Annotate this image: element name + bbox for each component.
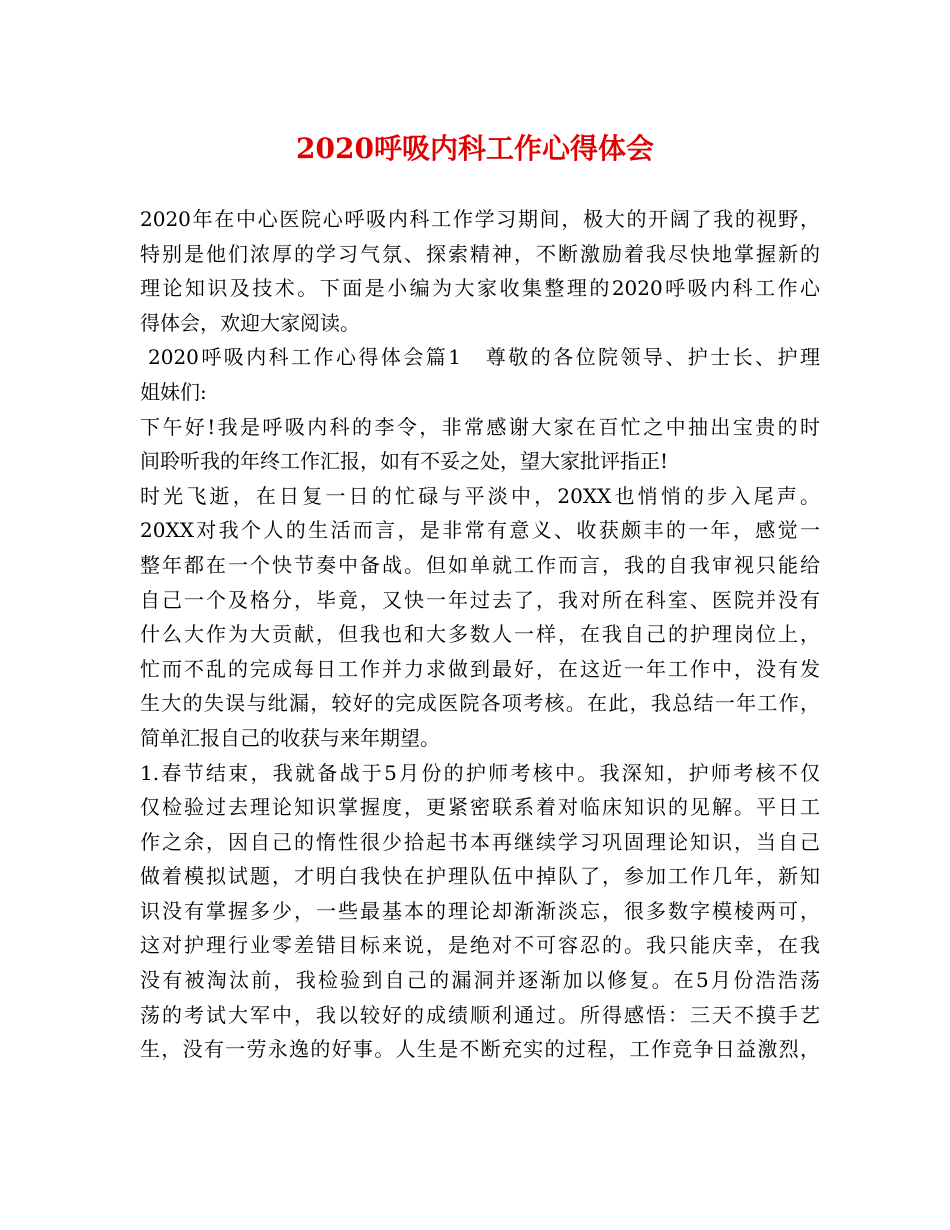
body-line: 生，没有一劳永逸的好事。人生是不断充实的过程，工作竞争日益激烈， [140,1037,820,1062]
body-line: 作之余，因自己的惰性很少拾起书本再继续学习巩固理论知识，当自己 [140,829,820,854]
body-line: 间聆听我的年终工作汇报，如有不妥之处，望大家批评指正! [140,449,669,474]
body-line: 生大的失误与纰漏，较好的完成医院各项考核。在此，我总结一年工作， [140,691,820,716]
document-body [140,202,820,1067]
body-line: 简单汇报自己的收获与来年期望。 [140,725,440,750]
body-line: 姐妹们: [140,379,207,404]
body-line: 下午好!我是呼吸内科的李令，非常感谢大家在百忙之中抽出宝贵的时 [140,414,820,439]
body-line: 整年都在一个快节奏中备战。但如单就工作而言，我的自我审视只能给 [140,552,820,577]
body-line: 2020呼吸内科工作心得体会篇1 尊敬的各位院领导、护士长、护理 [148,345,820,370]
body-line: 时光飞逝，在日复一日的忙碌与平淡中，20XX也悄悄的步入尾声。 [140,483,820,508]
body-line: 20XX对我个人的生活而言，是非常有意义、收获颇丰的一年，感觉一 [140,518,820,543]
body-line: 仅检验过去理论知识掌握度，更紧密联系着对临床知识的见解。平日工 [140,795,820,820]
body-line: 1.春节结束，我就备战于5月份的护师考核中。我深知，护师考核不仅 [140,760,820,785]
body-line: 自己一个及格分，毕竟，又快一年过去了，我对所在科室、医院并没有 [140,587,820,612]
body-line: 什么大作为大贡献，但我也和大多数人一样，在我自己的护理岗位上， [140,622,820,647]
body-line: 理论知识及技术。下面是小编为大家收集整理的2020呼吸内科工作心 [140,276,820,301]
document-title: 2020呼吸内科工作心得体会 [296,132,654,165]
body-line: 2020年在中心医院心呼吸内科工作学习期间，极大的开阔了我的视野， [140,207,820,231]
body-line: 没有被淘汰前，我检验到自己的漏洞并逐渐加以修复。在5月份浩浩荡 [140,968,820,993]
body-line: 特别是他们浓厚的学习气氛、探索精神，不断激励着我尽快地掌握新的 [140,241,820,266]
body-line: 荡的考试大军中，我以较好的成绩顺利通过。所得感悟：三天不摸手艺 [140,1002,820,1027]
body-line: 做着模拟试题，才明白我快在护理队伍中掉队了，参加工作几年，新知 [140,864,820,889]
body-line: 忙而不乱的完成每日工作并力求做到最好，在这近一年工作中，没有发 [140,656,820,681]
body-line: 这对护理行业零差错目标来说，是绝对不可容忍的。我只能庆幸，在我 [140,933,820,958]
body-line: 识没有掌握多少，一些最基本的理论却渐渐淡忘，很多数字模棱两可， [140,898,820,923]
body-line: 得体会，欢迎大家阅读。 [140,310,360,335]
